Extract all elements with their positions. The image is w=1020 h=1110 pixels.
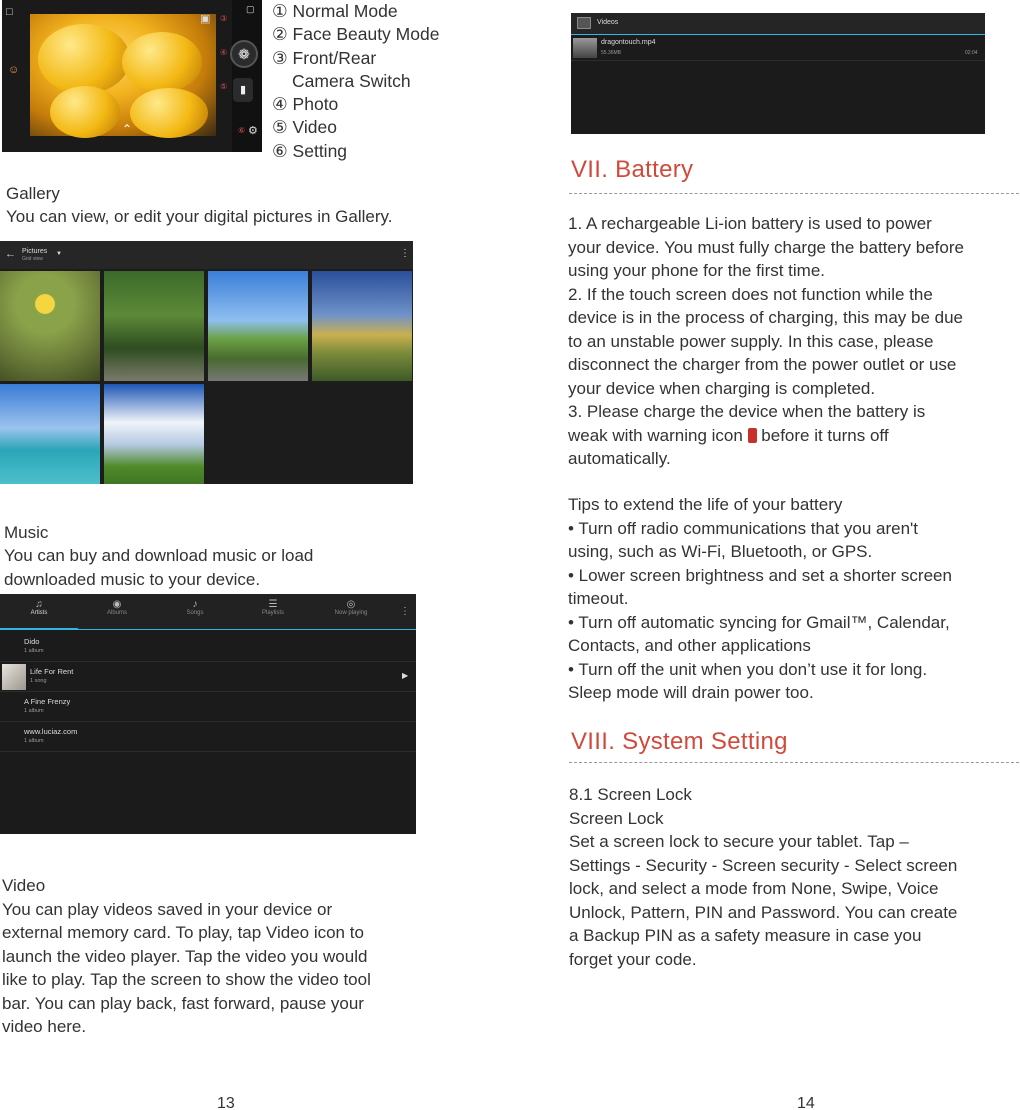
music-description-2: downloaded music to your device. — [4, 570, 261, 589]
music-title: Music — [4, 523, 49, 542]
battery-line-4: 2. If the touch screen does not function while the — [568, 284, 933, 304]
mic-icon: ♫ — [35, 599, 43, 610]
tips-line-4: • Lower screen brightness and set a shorter screen — [568, 565, 952, 585]
tab-now-playing[interactable]: ◎ Now playing — [312, 594, 390, 630]
legend-normal-mode: ① Normal Mode — [272, 1, 398, 21]
gallery-photo-flower[interactable] — [0, 271, 100, 381]
system-line-1: 8.1 Screen Lock — [569, 785, 692, 804]
tab-albums[interactable]: ◉ Albums — [78, 594, 156, 630]
overflow-menu-icon[interactable]: ⋮ — [400, 248, 410, 259]
system-line-7: a Backup PIN as a safety measure in case you — [569, 926, 922, 945]
camera-screenshot: ⌃ □ ☺ ▣ ③ ▢ ④ ❁ ⑤ ▮ ⑥ ⚙ — [2, 0, 262, 152]
battery-line-6: to an unstable power supply. In this case, please — [568, 331, 934, 351]
battery-warning-icon — [748, 428, 757, 443]
system-line-2: Screen Lock — [569, 808, 664, 828]
video-file-name: dragontouch.mp4 — [601, 39, 656, 46]
video-line-2: external memory card. To play, tap Video icon to — [2, 923, 364, 942]
music-description-1: You can buy and download music or load — [4, 546, 314, 565]
battery-line-8: your device when charging is completed. — [568, 378, 876, 398]
battery-line-9: 3. Please charge the device when the battery is — [568, 402, 926, 421]
system-line-5: lock, and select a mode from None, Swipe, Voice — [569, 879, 939, 898]
gallery-thumb-icon[interactable]: □ — [6, 6, 13, 18]
battery-line-last: automatically. — [568, 449, 671, 468]
tips-line-3: using, such as Wi-Fi, Bluetooth, or GPS. — [568, 542, 873, 561]
system-line-8: forget your code. — [569, 949, 697, 969]
settings-gear-icon[interactable]: ⚙ — [248, 125, 258, 137]
list-item[interactable]: Life For Rent 1 song ▶ — [0, 662, 416, 692]
system-line-3: Set a screen lock to secure your tablet. Tap – — [569, 832, 909, 851]
video-thumbnail — [573, 38, 597, 58]
gallery-screen-title: Pictures — [22, 248, 48, 255]
video-line-5: bar. You can play back, fast forward, pause your — [2, 994, 364, 1013]
back-arrow-icon[interactable]: ← — [5, 248, 16, 260]
overflow-menu-icon[interactable]: ⋮ — [400, 606, 410, 617]
video-title: Video — [2, 876, 46, 895]
legend-setting: ⑥ Setting — [272, 140, 348, 161]
video-duration: 02:04 — [965, 50, 978, 56]
list-item[interactable]: www.luciaz.com 1 album — [0, 722, 416, 752]
videos-screenshot — [571, 13, 985, 134]
page-number-left: 13 — [217, 1095, 235, 1110]
play-arrow-icon[interactable]: ▶ — [402, 671, 409, 680]
battery-warning-line: weak with warning icon before it turns off — [568, 425, 889, 445]
tips-line-6: • Turn off automatic syncing for Gmail™, Calendar, — [568, 612, 950, 632]
tab-playlists[interactable]: ☰ Playlists — [234, 594, 312, 630]
photo-shutter-button[interactable]: ❁ — [230, 40, 258, 68]
legend-video: ⑤ Video — [272, 117, 337, 138]
camera-legend — [272, 0, 439, 163]
video-record-button[interactable]: ▮ — [233, 78, 253, 102]
gallery-description: You can view, or edit your digital pictures in Gallery. — [6, 207, 393, 226]
battery-heading: VII. Battery — [571, 156, 694, 183]
video-line-4: like to play. Tap the screen to show the video tool — [2, 970, 371, 989]
normal-mode-icon[interactable]: ▢ — [246, 4, 255, 14]
legend-face-beauty: ② Face Beauty Mode — [272, 24, 440, 45]
legend-camera-switch-cont: Camera Switch — [292, 70, 411, 91]
legend-camera-switch: ③ Front/Rear — [272, 47, 377, 68]
disc-icon: ◉ — [112, 599, 122, 610]
system-line-6: Unlock, Pattern, PIN and Password. You can create — [569, 902, 958, 922]
battery-line-5: device is in the process of charging, this may be due — [568, 308, 963, 327]
dropdown-arrow-icon[interactable]: ▼ — [56, 251, 62, 257]
tips-line-1: Tips to extend the life of your battery — [568, 495, 843, 514]
legend-photo: ④ Photo — [272, 94, 339, 115]
tab-songs[interactable]: ♪ Songs — [156, 594, 234, 630]
note-icon: ♪ — [192, 599, 198, 610]
section-divider — [569, 193, 1019, 194]
gallery-screen-subtitle: Grid view — [22, 256, 43, 262]
battery-line-3: using your phone for the first time. — [568, 261, 826, 280]
tips-line-9: Sleep mode will drain power too. — [568, 683, 814, 702]
tips-line-7: Contacts, and other applications — [568, 636, 811, 655]
gallery-screenshot — [0, 241, 413, 484]
now-playing-icon: ◎ — [346, 599, 356, 610]
gallery-photo-stairs[interactable] — [104, 271, 204, 381]
video-file-size: 55.36MB — [601, 50, 622, 56]
gallery-title: Gallery — [6, 184, 60, 203]
list-icon: ☰ — [268, 599, 278, 610]
video-line-1: You can play videos saved in your device or — [2, 900, 333, 919]
system-setting-heading: VIII. System Setting — [571, 728, 788, 755]
tips-line-8: • Turn off the unit when you don’t use it for long. — [568, 659, 928, 679]
tips-line-2: • Turn off radio communications that you aren't — [568, 518, 919, 538]
face-beauty-icon[interactable]: ☺ — [8, 64, 20, 76]
gallery-photo-road[interactable] — [208, 271, 308, 381]
camera-switch-icon[interactable]: ▣ — [200, 13, 211, 25]
video-list-item[interactable] — [571, 37, 985, 61]
battery-line-1: 1. A rechargeable Li-ion battery is used to power — [568, 214, 932, 233]
system-line-4: Settings - Security - Screen security - Select screen — [569, 855, 958, 875]
album-art — [2, 664, 26, 690]
tips-line-5: timeout. — [568, 589, 629, 608]
battery-line-2: your device. You must fully charge the battery before — [568, 237, 964, 257]
camera-preview-image: ⌃ — [30, 14, 216, 136]
list-item[interactable]: A Fine Frenzy 1 album — [0, 692, 416, 722]
music-screenshot — [0, 594, 416, 834]
battery-line-7: disconnect the charger from the power outlet or use — [568, 355, 957, 374]
tab-artists[interactable]: ♫ Artists — [0, 594, 78, 630]
gallery-photo-sea[interactable] — [0, 384, 100, 484]
video-line-6: video here. — [2, 1017, 87, 1036]
video-app-icon — [577, 17, 591, 29]
page-number-right: 14 — [797, 1095, 815, 1110]
section-divider — [569, 762, 1019, 763]
list-item[interactable]: Dido 1 album — [0, 632, 416, 662]
gallery-photo-field[interactable] — [312, 271, 412, 381]
video-line-3: launch the video player. Tap the video you would — [2, 947, 368, 966]
gallery-photo-clouds[interactable] — [104, 384, 204, 484]
videos-screen-title: Videos — [597, 19, 619, 26]
